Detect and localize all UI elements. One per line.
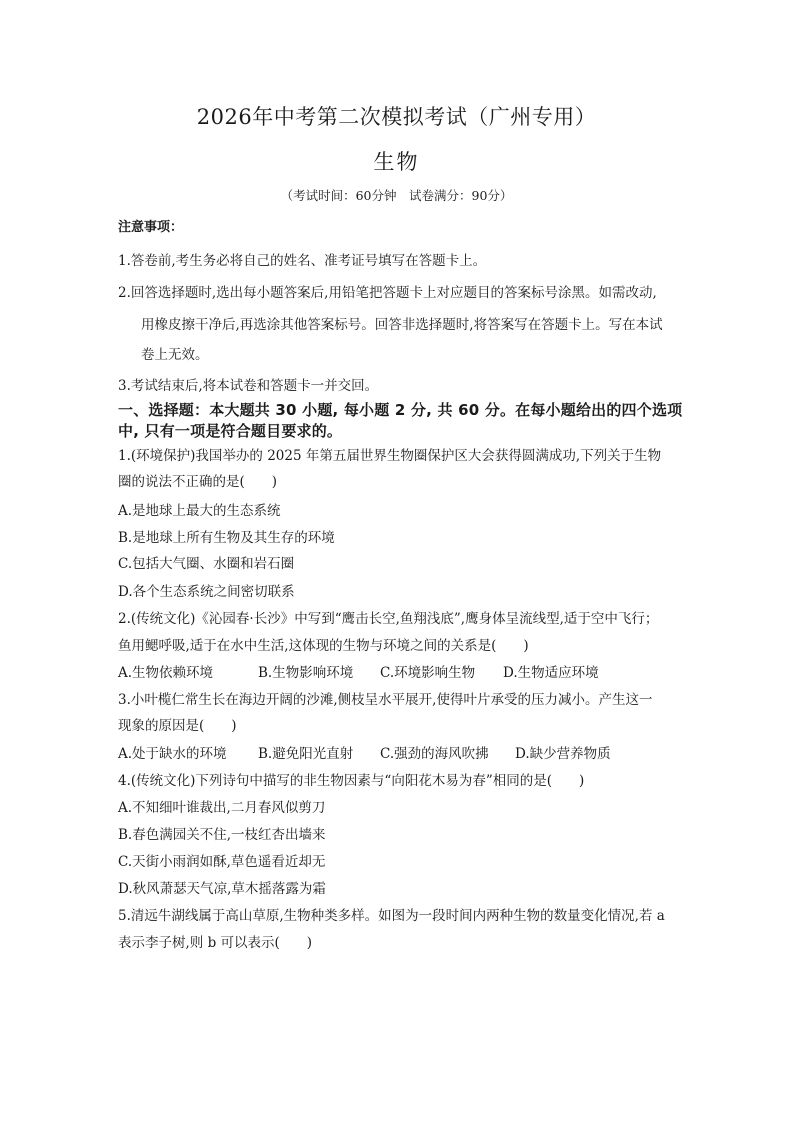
- question-4-option-d: D.秋风萧瑟天气凉,草木摇落露为霜: [118, 881, 326, 897]
- note-item-3: 3.考试结束后,将本试卷和答题卡一并交回。: [118, 378, 379, 394]
- question-5-stem-line-1: 5.清远牛湖线属于高山草原,生物种类多样。如图为一段时间内两种生物的数量变化情况,若 a: [118, 908, 665, 924]
- section-heading-line-2: 中, 只有一项是符合题目要求的。: [118, 422, 343, 440]
- subject-title: 生物: [373, 150, 420, 174]
- question-2-stem-line-1: 2.(传统文化)《沁园春·长沙》中写到“鹰击长空,鱼翔浅底”,鹰身体呈流线型,适于空中飞行；: [118, 611, 659, 627]
- question-4-option-b: B.春色满园关不住,一枝红杏出墙来: [118, 827, 326, 843]
- question-1-stem-line-2: 圈的说法不正确的是( ): [118, 474, 278, 490]
- question-3-option-c: C.强劲的海风吹拂: [380, 746, 489, 762]
- exam-info: （考试时间：60分钟 试卷满分：90分）: [280, 188, 513, 203]
- question-4-stem: 4.(传统文化)下列诗句中描写的非生物因素与“向阳花木易为春”相同的是( ): [118, 773, 585, 789]
- note-item-2-line-3: 卷上无效。: [141, 347, 209, 363]
- question-3-option-a: A.处于缺水的环境: [118, 746, 227, 762]
- question-4-option-c: C.天街小雨润如酥,草色遥看近却无: [118, 854, 326, 870]
- question-2-option-c: C.环境影响生物: [380, 665, 476, 681]
- question-2-option-d: D.生物适应环境: [503, 665, 599, 681]
- question-2-stem-line-2: 鱼用鳃呼吸,适于在水中生活,这体现的生物与环境之间的关系是( ): [118, 638, 529, 654]
- section-heading-line-1: 一、选择题：本大题共 30 小题, 每小题 2 分, 共 60 分。在每小题给出的四个选项: [118, 401, 683, 419]
- question-4-option-a: A.不知细叶谁裁出,二月春风似剪刀: [118, 800, 326, 816]
- question-2-option-a: A.生物依赖环境: [118, 665, 214, 681]
- question-3-option-d: D.缺少营养物质: [515, 746, 611, 762]
- question-1-option-c: C.包括大气圈、水圈和岩石圈: [118, 556, 295, 572]
- question-3-stem-line-2: 现象的原因是( ): [118, 718, 237, 734]
- question-1-option-b: B.是地球上所有生物及其生存的环境: [118, 530, 335, 546]
- note-item-2-line-2: 用橡皮擦干净后,再选涂其他答案标号。回答非选择题时,将答案写在答题卡上。写在本试: [141, 317, 663, 333]
- question-3-stem-line-1: 3.小叶榄仁常生长在海边开阔的沙滩,侧枝呈水平展开,使得叶片承受的压力减小。产生这一: [118, 692, 653, 708]
- question-2-option-b: B.生物影响环境: [258, 665, 354, 681]
- question-3-option-b: B.避免阳光直射: [258, 746, 354, 762]
- question-5-stem-line-2: 表示李子树,则 b 可以表示( ): [118, 935, 313, 951]
- notes-heading: 注意事项：: [118, 220, 184, 235]
- question-1-stem-line-1: 1.(环境保护)我国举办的 2025 年第五届世界生物圈保护区大会获得圆满成功,下列关于生物: [118, 448, 662, 464]
- question-1-option-a: A.是地球上最大的生态系统: [118, 503, 281, 519]
- note-item-1: 1.答卷前,考生务必将自己的姓名、准考证号填写在答题卡上。: [118, 253, 487, 269]
- note-item-2-line-1: 2.回答选择题时,选出每小题答案后,用铅笔把答题卡上对应题目的答案标号涂黑。如需改动,: [118, 285, 657, 301]
- question-1-option-d: D.各个生态系统之间密切联系: [118, 584, 295, 600]
- exam-title: 2026年中考第二次模拟考试（广州专用）: [196, 105, 597, 129]
